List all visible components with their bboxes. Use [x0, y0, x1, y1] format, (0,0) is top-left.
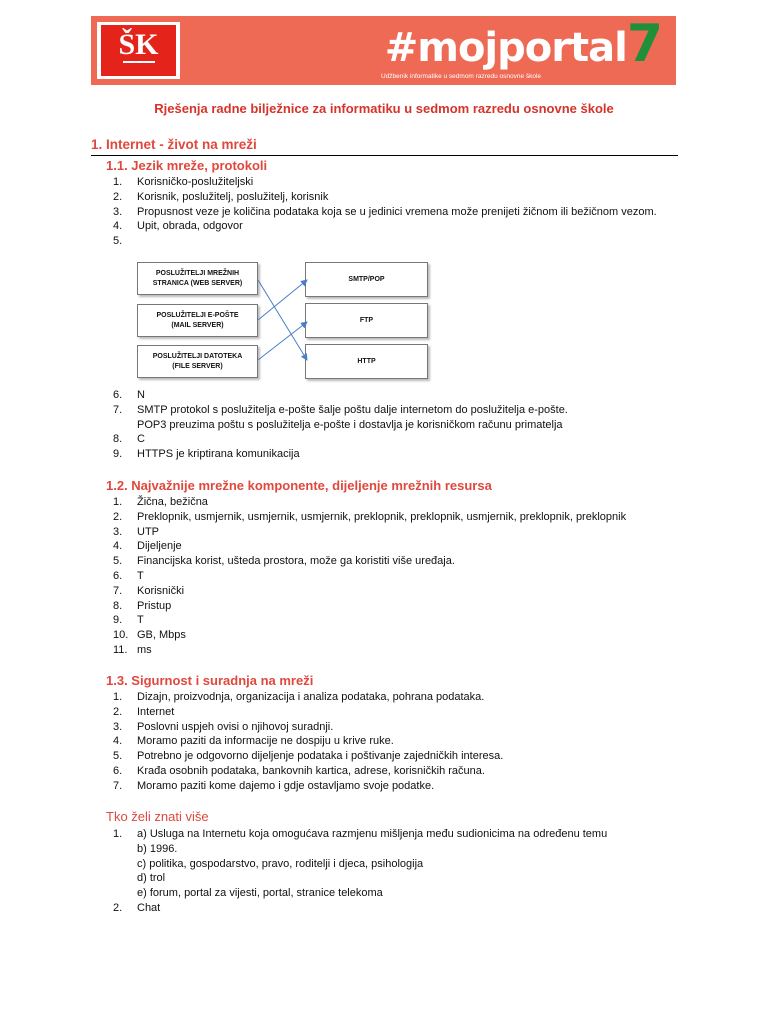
list-item: 2. Internet [113, 705, 175, 718]
list-item: 9. HTTPS je kriptirana komunikacija [113, 448, 300, 461]
diagram-arrows [137, 262, 429, 380]
list-item: 6. T [113, 569, 144, 582]
list-item: 2. Korisnik, poslužitelj, poslužitelj, korisnik [113, 190, 329, 203]
section-heading-1-2: 1.2. Najvažnije mrežne komponente, dijeljenje mrežnih resursa [106, 478, 492, 493]
list-item: 7. Moramo paziti kome dajemo i gdje ostavljamo svoje podatke. [113, 779, 435, 792]
list-item: 7. Korisnički [113, 584, 185, 597]
arrow-file-to-ftp [258, 322, 307, 360]
diagram-left-box-mail: POSLUŽITELJI E-POŠTE (MAIL SERVER) [137, 304, 258, 337]
diagram-left-box-web: POSLUŽITELJI MREŽNIH STRANICA (WEB SERVER) [137, 262, 258, 295]
section-heading-extra: Tko želi znati više [106, 809, 209, 824]
diagram-right-box-ftp: FTP [305, 303, 428, 338]
list-item: 10. GB, Mbps [113, 629, 186, 642]
list-item: 11. ms [113, 643, 152, 656]
list-item: 5. Potrebno je odgovorno dijeljenje podataka i poštivanje zajedničkih interesa. [113, 750, 504, 763]
section-heading-1-1: 1.1. Jezik mreže, protokoli [106, 158, 268, 173]
list-item: 3. Propusnost veze je količina podataka koja se u jedinici vremena može prenijeti žičnom ili bežičnom vezom. [113, 205, 657, 218]
arrow-web-to-http [258, 280, 307, 360]
list-item: 6. Krađa osobnih podataka, bankovnih kartica, adrese, korisničkih računa. [113, 764, 485, 777]
list-item: 8. Pristup [113, 599, 172, 612]
section-extra-list [113, 827, 676, 916]
list-item: 1. Žična, bežična [113, 496, 208, 508]
list-item: 4. Moramo paziti da informacije ne dospiju u krive ruke. [113, 735, 394, 748]
list-item: 1. Korisničko-poslužiteljski [113, 176, 254, 188]
list-item: 7. SMTP protokol s poslužitelja e-pošte šalje poštu dalje internetom do poslužitelja e-pošte. POP3 preuzima poštu s poslužitelja e-pošte i dostavlja je korisničkom računu primatelja [113, 403, 568, 431]
publisher-logo [97, 22, 180, 79]
document-title: Rješenja radne bilježnice za informatiku u sedmom razredu osnovne škole [154, 101, 614, 116]
chapter-heading: 1. Internet - život na mreži [91, 137, 678, 156]
section-heading-1-3: 1.3. Sigurnost i suradnja na mreži [106, 673, 314, 688]
list-item: 4. Upit, obrada, odgovor [113, 220, 243, 233]
section-1-1-list: 1. Korisničko-poslužiteljski 2. Korisnik, poslužitelj, poslužitelj, korisnik 3. Propusnost veze je količina podataka koja se u jedinici vremena može prenijeti žičnom ili bežičnom vezom. 4. Upit, obrada, odgovor 5. [113, 175, 676, 234]
brand-tagline: Udžbenik informatike u sedmom razredu osnovne škole [381, 73, 542, 80]
list-item: 6. N [113, 389, 145, 401]
brand-number: 7 [626, 14, 662, 74]
list-item: 4. Dijeljenje [113, 540, 182, 553]
protocol-matching-diagram [137, 262, 429, 380]
list-item: 8. C [113, 433, 145, 446]
section-1-2-list [113, 495, 676, 658]
diagram-left-box-file: POSLUŽITELJI DATOTEKA (FILE SERVER) [137, 345, 258, 378]
list-item: 2. Chat [113, 901, 161, 914]
list-item: 1. a) Usluga na Internetu koja omogućava razmjenu mišljenja među sudionicima na određenu temu b) 1996. c) politika, gospodarstvo, pravo, roditelji i djeca, psihologija d) trol e) forum, portal za vijesti, portal, stranice telekoma [113, 828, 608, 900]
arrow-mail-to-smtp [258, 280, 307, 320]
logo-mark [101, 25, 176, 76]
section-1-1-list-continued [113, 388, 676, 462]
diagram-right-box-smtp: SMTP/POP [305, 262, 428, 297]
book-icon [123, 61, 155, 70]
list-item: 3. Poslovni uspjeh ovisi o njihovoj suradnji. [113, 720, 334, 733]
list-item: 3. UTP [113, 525, 159, 538]
brand-main: #mojportal [384, 25, 627, 71]
diagram-right-box-http: HTTP [305, 344, 428, 379]
list-item: 2. Preklopnik, usmjernik, usmjernik, usmjernik, preklopnik, preklopnik, usmjernik, preklopnik, preklopnik [113, 510, 627, 523]
list-item: 5. Financijska korist, ušteda prostora, može ga koristiti više uređaja. [113, 555, 455, 568]
brand-title [385, 16, 662, 72]
logo-text: ŠK [118, 28, 159, 61]
header-banner [91, 16, 676, 85]
section-1-3-list [113, 690, 676, 794]
list-item: 9. T [113, 614, 144, 627]
list-item: 1. Dizajn, proizvodnja, organizacija i analiza podataka, pohrana podataka. [113, 691, 485, 703]
